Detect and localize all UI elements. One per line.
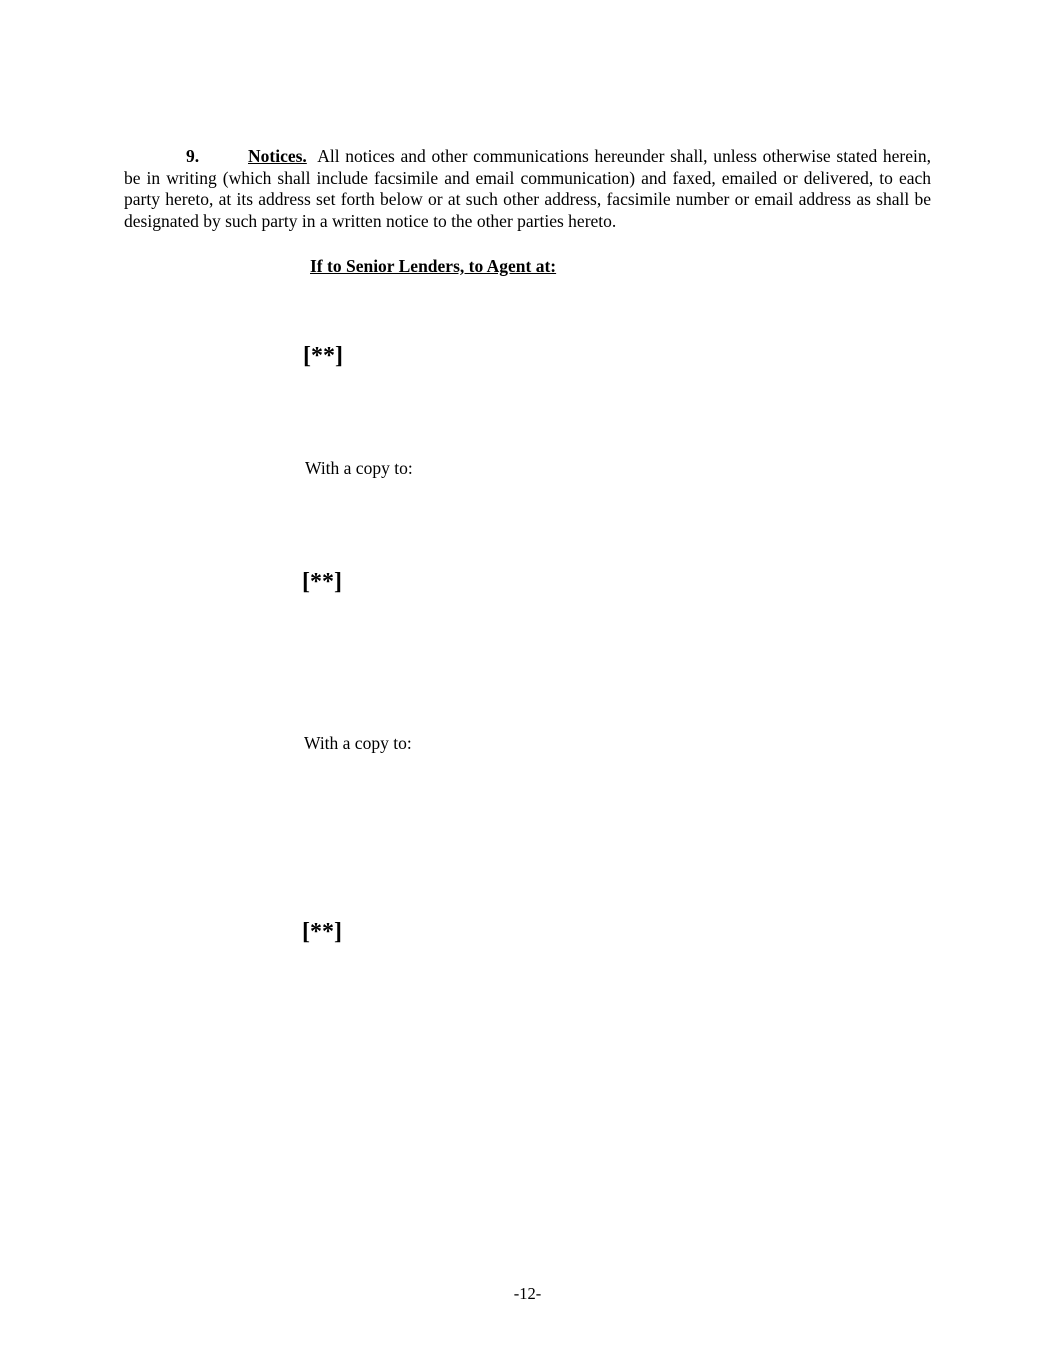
- section-number: 9.: [186, 146, 200, 166]
- section-heading: Notices.: [248, 146, 307, 166]
- notice-recipient-heading: If to Senior Lenders, to Agent at:: [310, 256, 557, 276]
- copy-to-label-2: With a copy to:: [304, 733, 412, 753]
- copy-address-placeholder-2: [**]: [302, 919, 342, 945]
- agent-address-placeholder: [**]: [303, 343, 343, 369]
- notices-paragraph: [124, 146, 931, 233]
- page-number: -12-: [513, 1284, 542, 1303]
- copy-to-label-1: With a copy to:: [305, 458, 413, 478]
- section-body: All notices and other communications hereunder shall, unless otherwise stated herein, be in writing (which shall include facsimile and email communication) and faxed, emailed or delivered, to each party hereto, at its address set forth below or at such other address, facsimile number or email address as shall be designated by such party in a written notice to the other parties hereto.: [124, 146, 931, 232]
- copy-address-placeholder-1: [**]: [302, 569, 342, 595]
